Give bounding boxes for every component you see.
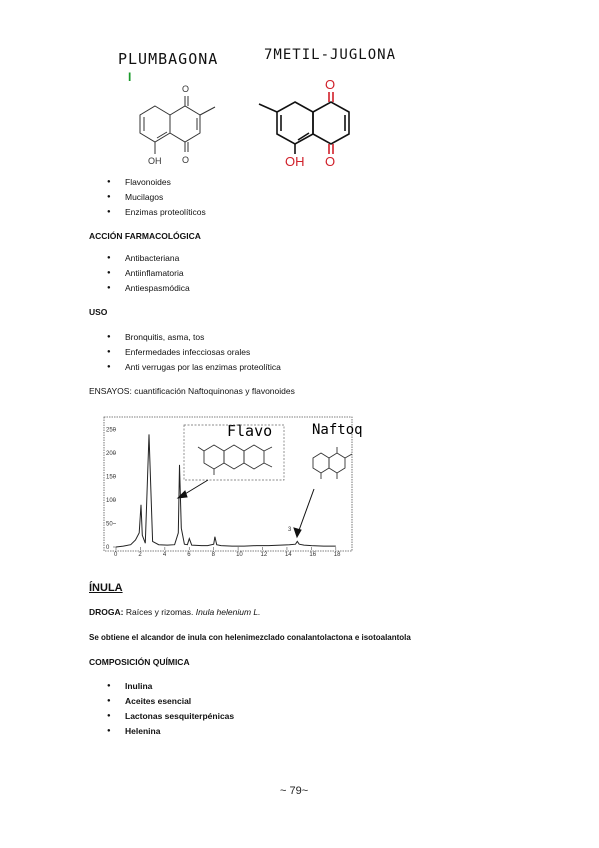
carbonyl-o-bottom: O <box>182 155 190 165</box>
droga-label: DROGA: <box>89 607 124 617</box>
droga-line <box>89 607 261 618</box>
flavonoid-structure <box>198 445 272 475</box>
list-accion <box>107 251 190 296</box>
metil-juglona-structure <box>255 72 375 182</box>
droga-species: Inula helenium L. <box>195 607 261 617</box>
list-item: ● Lactonas sesquiterpénicas <box>107 709 234 724</box>
list-composicion <box>107 679 234 739</box>
list-item: ● Antibacteriana <box>107 251 190 266</box>
red-oh: OH <box>285 154 305 169</box>
x-tick-label: 0 <box>114 552 118 558</box>
plumbagona-structure <box>120 78 230 178</box>
list-item: ● Enfermedades infecciosas orales <box>107 345 281 360</box>
x-tick-label: 10 <box>236 552 243 558</box>
flavo-annotation: Flavo <box>227 422 273 440</box>
y-tick-label: 100 <box>106 498 117 505</box>
list-compounds <box>107 175 206 220</box>
x-tick-label: 2 <box>138 552 142 558</box>
chromatogram-figure <box>86 405 366 563</box>
x-tick-label: 6 <box>187 552 191 558</box>
x-tick-label: 18 <box>333 552 341 558</box>
inula-heading: ÍNULA <box>89 582 123 594</box>
ensayos-line: ENSAYOS: cuantificación Naftoquinonas y flavonoides <box>89 386 295 396</box>
list-item: ● Aceites esencial <box>107 694 234 709</box>
x-tick-label: 12 <box>260 552 268 558</box>
x-tick-label: 16 <box>309 552 317 558</box>
inula-description: Se obtiene el alcandor de inula con helenimezclado conalantolactona e isotoalantola <box>89 633 411 642</box>
naftoquinona-structure <box>313 447 352 479</box>
accion-heading: ACCIÓN FARMACOLÓGICA <box>89 231 201 241</box>
metil-juglona-title: 7METIL-JUGLONA <box>264 47 397 63</box>
list-item: ● Helenina <box>107 724 234 739</box>
y-tick-label: 250 <box>106 427 117 434</box>
chromatogram-trace <box>116 434 336 547</box>
droga-text: Raíces y rizomas. <box>123 607 196 617</box>
uso-heading: USO <box>89 307 108 317</box>
y-tick-label: 0 <box>106 545 110 551</box>
x-tick-label: 8 <box>211 552 216 558</box>
carbonyl-o-top: O <box>182 84 190 94</box>
composicion-heading: COMPOSICIÓN QUÍMICA <box>89 657 190 667</box>
list-uso <box>107 330 281 375</box>
x-tick-label: 14 <box>284 552 292 558</box>
list-item: ● Bronquitis, asma, tos <box>107 330 281 345</box>
y-tick-label: 150 <box>106 474 117 481</box>
green-marker: I <box>128 70 132 84</box>
list-item: ● Antiespasmódica <box>107 281 190 296</box>
red-o-bottom: O <box>325 154 336 169</box>
chromatogram-svg <box>86 405 366 563</box>
red-o-top: O <box>325 77 336 92</box>
list-item: ● Flavonoides <box>107 175 206 190</box>
list-item: ● Enzimas proteolíticos <box>107 205 206 220</box>
plumbagona-title: PLUMBAGONA <box>118 50 219 68</box>
y-tick-label: 200 <box>106 451 117 458</box>
naftoq-annotation: Naftoq <box>312 422 363 438</box>
list-item: ● Inulina <box>107 679 234 694</box>
x-tick-label: 4 <box>162 552 167 558</box>
y-tick-label: 50 <box>106 521 113 528</box>
list-item: ● Anti verrugas por las enzimas proteolítica <box>107 360 281 375</box>
peak-label: 3 <box>288 527 292 533</box>
list-item: ● Mucilagos <box>107 190 206 205</box>
list-item: ● Antiinflamatoria <box>107 266 190 281</box>
page-number: ~ 79~ <box>280 785 309 797</box>
hydroxyl-oh: OH <box>148 156 162 166</box>
